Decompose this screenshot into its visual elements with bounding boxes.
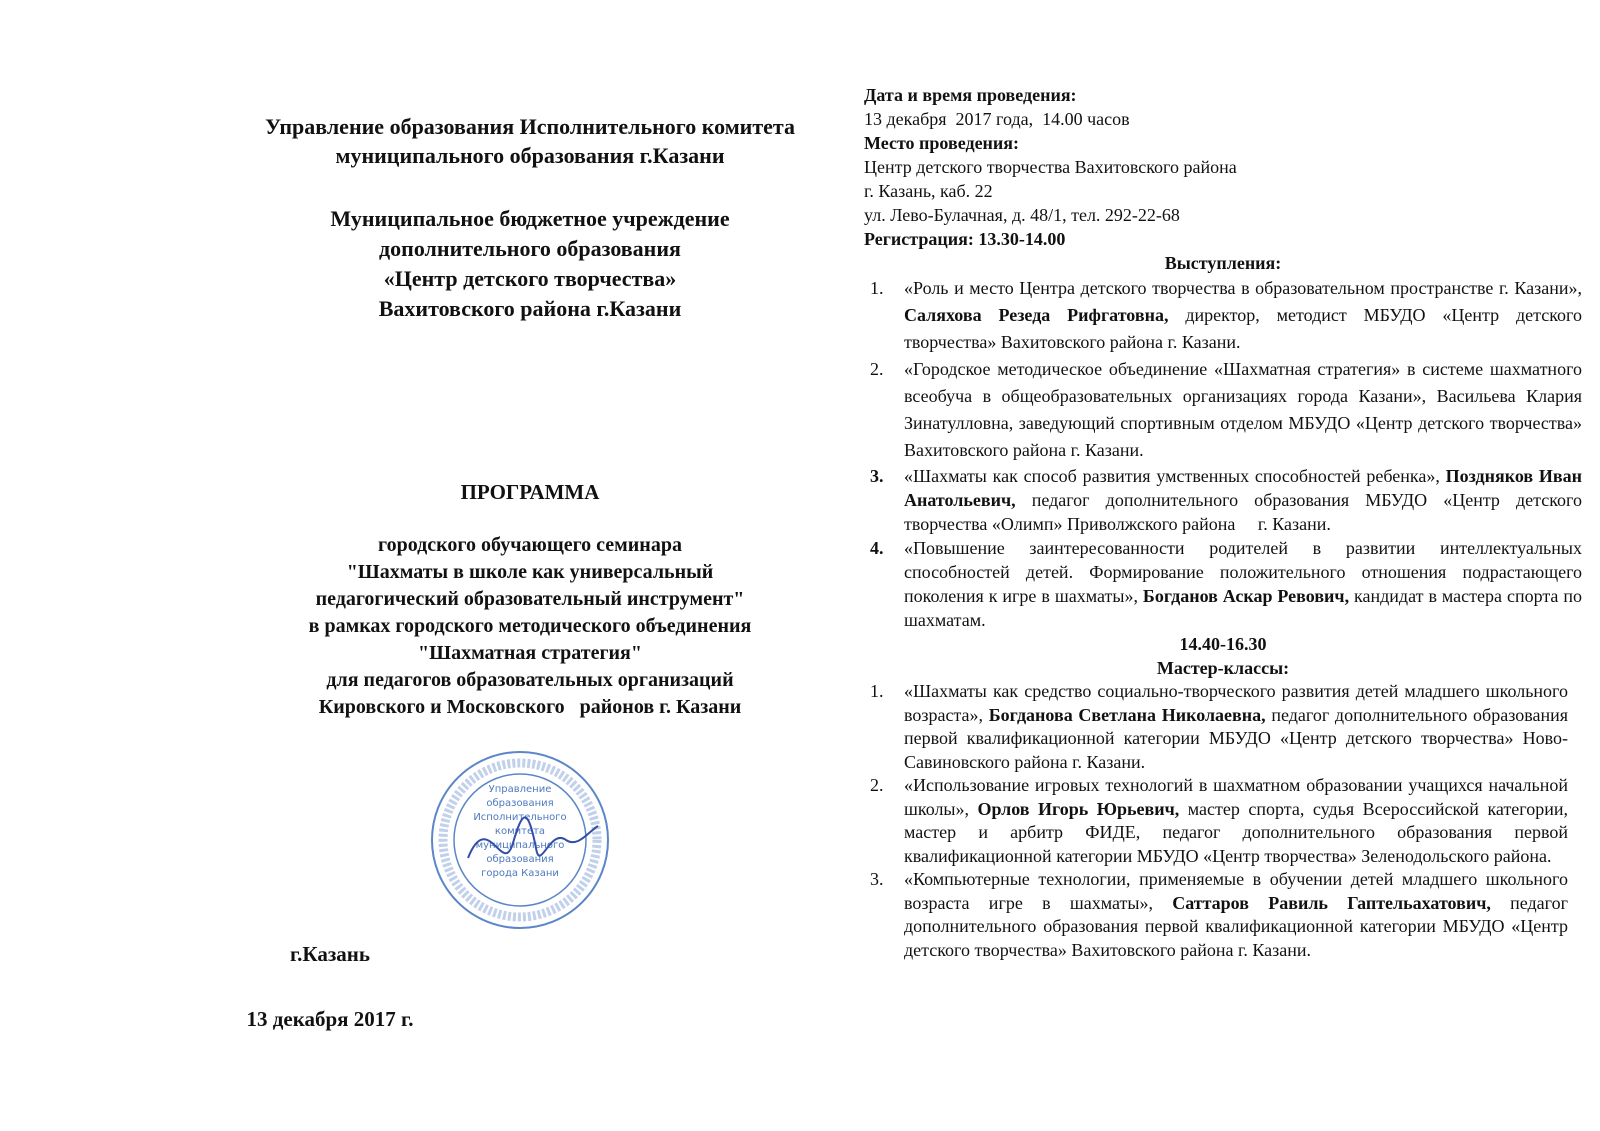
program-line: городского обучающего семинара bbox=[378, 534, 682, 556]
cover-city: г.Казань bbox=[289, 942, 370, 966]
cover-date: 13 декабря 2017 г. bbox=[246, 1007, 414, 1031]
list-item bbox=[864, 680, 1568, 774]
masterclasses-heading: Мастер-классы: bbox=[1156, 658, 1290, 678]
program-line: "Шахматная стратегия" bbox=[418, 642, 642, 664]
talks-list bbox=[864, 275, 1587, 632]
program-line: в рамках городского методического объединения bbox=[308, 615, 752, 637]
item-topic: «Использование игровых технологий в шахматном образовании учащихся начальной школы», bbox=[904, 775, 1568, 819]
official-stamp bbox=[428, 748, 612, 932]
speaker-name: Поздняков Иван Анатольевич, bbox=[904, 466, 1582, 510]
item-number: 2. bbox=[870, 775, 884, 795]
speaker-role: директор, методист МБУДО «Центр детского творчества» Вахитовского района г. Казани. bbox=[904, 305, 1582, 352]
item-topic: «Компьютерные технологии, применяемые в обучении детей младшего школьного возраста игре в шахматы», bbox=[904, 869, 1568, 913]
header-line: муниципального образования г.Казани bbox=[335, 143, 725, 168]
item-topic: «Шахматы как средство социально-творческого развития детей младшего школьного возраста», bbox=[904, 681, 1568, 725]
program-line: педагогический образовательный инструмент" bbox=[315, 588, 745, 610]
place-line: г. Казань, каб. 22 bbox=[864, 181, 993, 201]
stamp-text-line: Исполнительного bbox=[473, 812, 567, 823]
date-value: 13 декабря 2017 года, 14.00 часов bbox=[864, 109, 1130, 129]
stamp-text-line: города Казани bbox=[481, 868, 559, 879]
speaker-role: педагог дополнительного образования первой квалификационной категории МБУДО «Центр детского творчества» Вахитовского района г. Казани. bbox=[904, 892, 1568, 960]
stamp-text-line: образования bbox=[486, 854, 554, 865]
institution-line: дополнительного образования bbox=[379, 236, 681, 261]
speaker-role: мастер спорта, судья Всероссийской категории, мастер и арбитр ФИДЕ, педагог дополнительного образования первой квалификационной категории МБУДО «Центр творчества» Зеленодольского района. bbox=[904, 798, 1568, 866]
place-line: Центр детского творчества Вахитовского района bbox=[864, 157, 1237, 177]
speaker-role: педагог дополнительного образования МБУДО «Центр детского творчества «Олимп» Приволжского района г. Казани. bbox=[904, 490, 1587, 534]
masterclasses-list bbox=[864, 680, 1568, 962]
speaker-role: педагог дополнительного образования первой квалификационной категории МБУДО «Центр детского творчества» Ново-Савиновского района г. Казани. bbox=[904, 704, 1568, 772]
list-item bbox=[864, 774, 1568, 868]
item-number: 1. bbox=[870, 278, 884, 298]
item-number: 2. bbox=[870, 359, 884, 379]
item-number: 3. bbox=[870, 869, 884, 889]
item-number: 4. bbox=[870, 538, 884, 558]
item-topic: «Роль и место Центра детского творчества в образовательном пространстве г. Казани», bbox=[904, 278, 1582, 298]
institution-line: Муниципальное бюджетное учреждение bbox=[330, 206, 730, 231]
item-topic: «Шахматы как способ развития умственных способностей ребенка», bbox=[904, 466, 1446, 486]
stamp-text-line: образования bbox=[486, 798, 554, 809]
talks-heading: Выступления: bbox=[1164, 253, 1282, 273]
speaker-name: Богданова Светлана Николаевна, bbox=[988, 704, 1266, 725]
institution-line: Вахитовского района г.Казани bbox=[378, 296, 682, 321]
institution-line: «Центр детского творчества» bbox=[383, 266, 677, 291]
program-line: Кировского и Московского районов г. Казани bbox=[318, 696, 742, 718]
item-number: 3. bbox=[870, 466, 884, 486]
authority-header bbox=[200, 112, 860, 170]
speaker-name: Орлов Игорь Юрьевич, bbox=[977, 798, 1180, 819]
signature bbox=[468, 817, 598, 858]
program-line: для педагогов образовательных организаций bbox=[326, 669, 734, 691]
program-line: "Шахматы в школе как универсальный bbox=[346, 561, 714, 583]
registration-time: Регистрация: 13.30-14.00 bbox=[864, 229, 1066, 249]
list-item bbox=[864, 275, 1582, 356]
speaker-name: Саляхова Резеда Рифгатовна, bbox=[904, 305, 1169, 325]
list-item bbox=[864, 868, 1568, 962]
program-page bbox=[864, 83, 1587, 962]
speaker-name: Саттаров Равиль Гаптельахатович, bbox=[1172, 892, 1491, 913]
item-topic: «Городское методическое объединение «Шахматная стратегия» в системе шахматного всеобуча в общеобразовательных организациях города Казани», Васильева Клария Зинатулловна, заведующий спортивным отделом МБУДО «Центр детского творчества» Вахитовского района г. Казани. bbox=[904, 359, 1582, 460]
speaker-name: Богданов Аскар Ревович, bbox=[1142, 586, 1350, 606]
session-time: 14.40-16.30 bbox=[1179, 634, 1267, 654]
place-line: ул. Лево-Булачная, д. 48/1, тел. 292-22-68 bbox=[864, 205, 1180, 225]
item-number: 1. bbox=[870, 681, 884, 701]
stamp-text-line: муниципального bbox=[475, 840, 565, 851]
date-label: Дата и время проведения: bbox=[864, 85, 1077, 105]
institution-header bbox=[200, 204, 860, 324]
item-topic: «Повышение заинтересованности родителей в развитии интеллектуальных способностей детей. Формирование положительного отношения подрастающего поколения к игре в шахматы», bbox=[904, 538, 1582, 606]
place-label: Место проведения: bbox=[864, 133, 1020, 153]
list-item bbox=[864, 536, 1582, 632]
speaker-role: кандидат в мастера спорта по шахматам. bbox=[904, 586, 1583, 630]
header-line: Управление образования Исполнительного комитета bbox=[265, 114, 795, 139]
stamp-text-line: комитета bbox=[494, 826, 546, 837]
stamp-text-line: Управление bbox=[488, 784, 552, 795]
list-item bbox=[864, 464, 1587, 536]
program-title: ПРОГРАММА bbox=[460, 480, 600, 504]
list-item bbox=[864, 356, 1582, 464]
program-description bbox=[200, 532, 860, 721]
